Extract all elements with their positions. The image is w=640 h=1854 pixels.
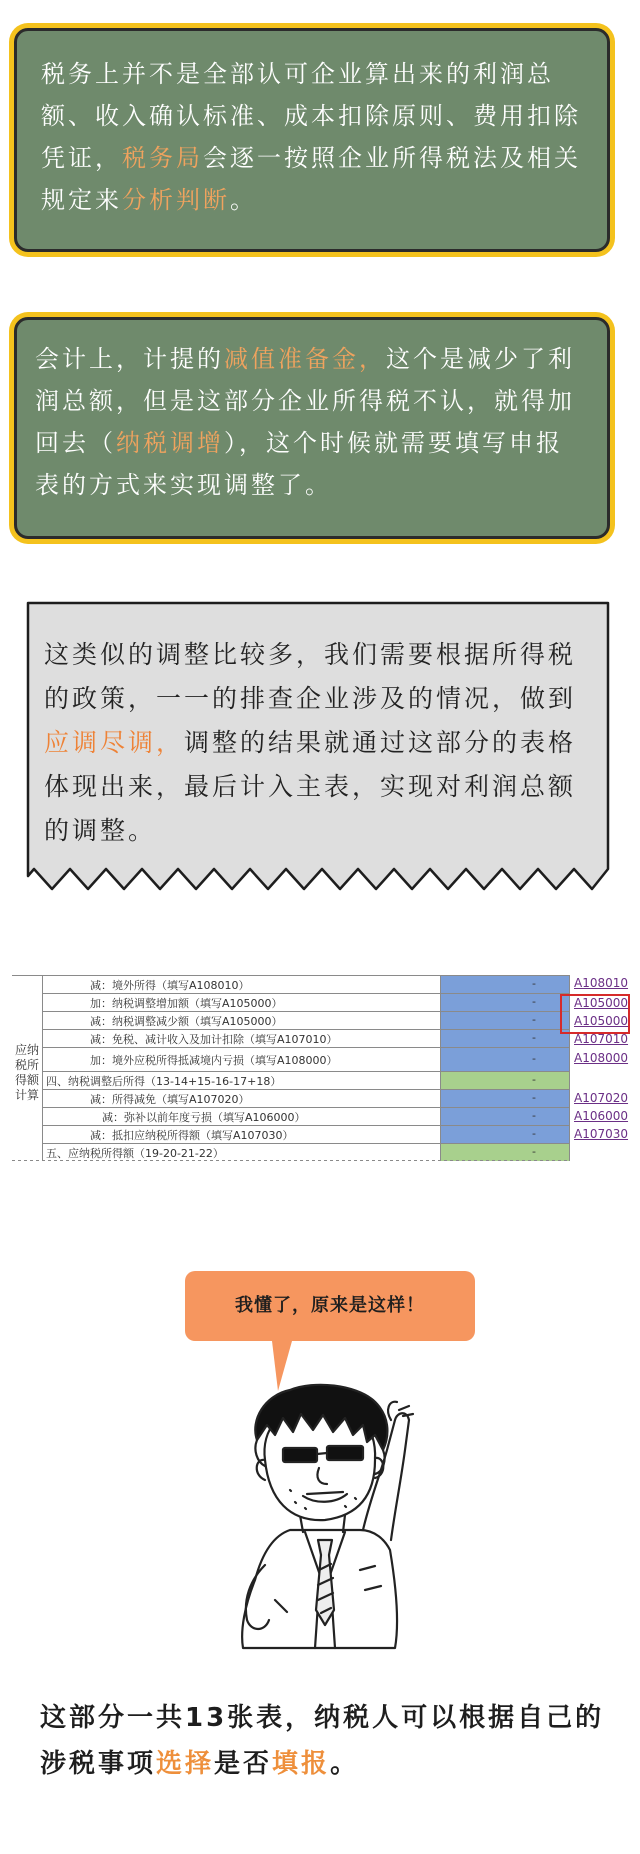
form-code-link[interactable]: A107030 [574, 1127, 629, 1141]
highlight-analysis: 分析判断 [122, 186, 230, 214]
row-label: 加：纳税调整增加额（填写A105000） [90, 997, 283, 1010]
row-label: 减：境外所得（填写A108010） [90, 979, 250, 992]
form-code-link[interactable]: A106000 [574, 1109, 629, 1123]
row-label: 减：纳税调整减少额（填写A105000） [90, 1015, 283, 1028]
card-text: 税务上并不是全部认可企业算出来的利润总额、收入确认标准、成本扣除原则、费用扣除凭证，税务局会逐一按照企业所得税法及相关规定来分析判断。 [41, 60, 581, 214]
cartoon-man-illustration [195, 1380, 445, 1650]
row-label: 加：境外应税所得抵减境内亏损（填写A108000） [90, 1054, 338, 1067]
row-value: - [532, 1091, 536, 1104]
row-label: 减：免税、减计收入及加计扣除（填写A107010） [90, 1033, 338, 1046]
row-value: - [532, 1109, 536, 1122]
info-card-impairment [14, 317, 610, 539]
row-value: - [532, 1031, 536, 1044]
speech-bubble: 我懂了，原来是这样！ [185, 1271, 475, 1341]
form-code-link[interactable]: A105000 [574, 1014, 629, 1028]
form-code-link[interactable]: A107020 [574, 1091, 629, 1105]
card-text: 会计上，计提的减值准备金，这个是减少了利润总额，但是这部分企业所得税不认，就得加回去（纳税调增），这个时候就需要填写申报表的方式来实现调整了。 [35, 345, 575, 499]
form-code-link[interactable]: A108010 [574, 976, 629, 990]
row-value: - [532, 977, 536, 990]
row-label: 减：弥补以前年度亏损（填写A106000） [102, 1111, 306, 1124]
row-value: - [532, 1145, 536, 1158]
highlight-tax-increase: 纳税调增 [116, 429, 224, 457]
summary-text: 这部分一共13张表，纳税人可以根据自己的涉税事项选择是否填报。 [40, 1703, 605, 1779]
highlight-tax-bureau: 税务局 [122, 144, 203, 172]
highlight-file: 填报 [272, 1749, 331, 1779]
highlight-choose: 选择 [156, 1749, 215, 1779]
highlight-adjust-all: 应调尽调， [44, 728, 185, 757]
row-value: - [532, 995, 536, 1008]
form-code-link[interactable]: A108000 [574, 1051, 629, 1065]
tax-form-table [12, 975, 630, 1161]
info-card-tax-bureau [14, 28, 610, 252]
row-value: - [532, 1052, 536, 1065]
form-code-link[interactable]: A107010 [574, 1032, 629, 1046]
side-label: 应纳 税所 得额 计算 [15, 1043, 40, 1102]
row-label: 四、纳税调整后所得（13-14+15-16-17+18） [46, 1075, 282, 1088]
highlight-impairment-reserve: 减值准备金， [224, 345, 386, 373]
card-text: 这类似的调整比较多，我们需要根据所得税的政策，一一的排查企业涉及的情况，做到应调尽调，调整的结果就通过这部分的表格体现出来，最后计入主表，实现对利润总额的调整。 [44, 640, 577, 845]
form-code-link[interactable]: A105000 [574, 996, 629, 1010]
row-value: - [532, 1013, 536, 1026]
row-label: 五、应纳税所得额（19-20-21-22） [46, 1147, 224, 1160]
row-label: 减：所得减免（填写A107020） [90, 1093, 250, 1106]
row-label: 减：抵扣应纳税所得额（填写A107030） [90, 1129, 294, 1142]
row-value: - [532, 1073, 536, 1086]
info-card-adjustments [26, 601, 610, 903]
row-value: - [532, 1127, 536, 1140]
